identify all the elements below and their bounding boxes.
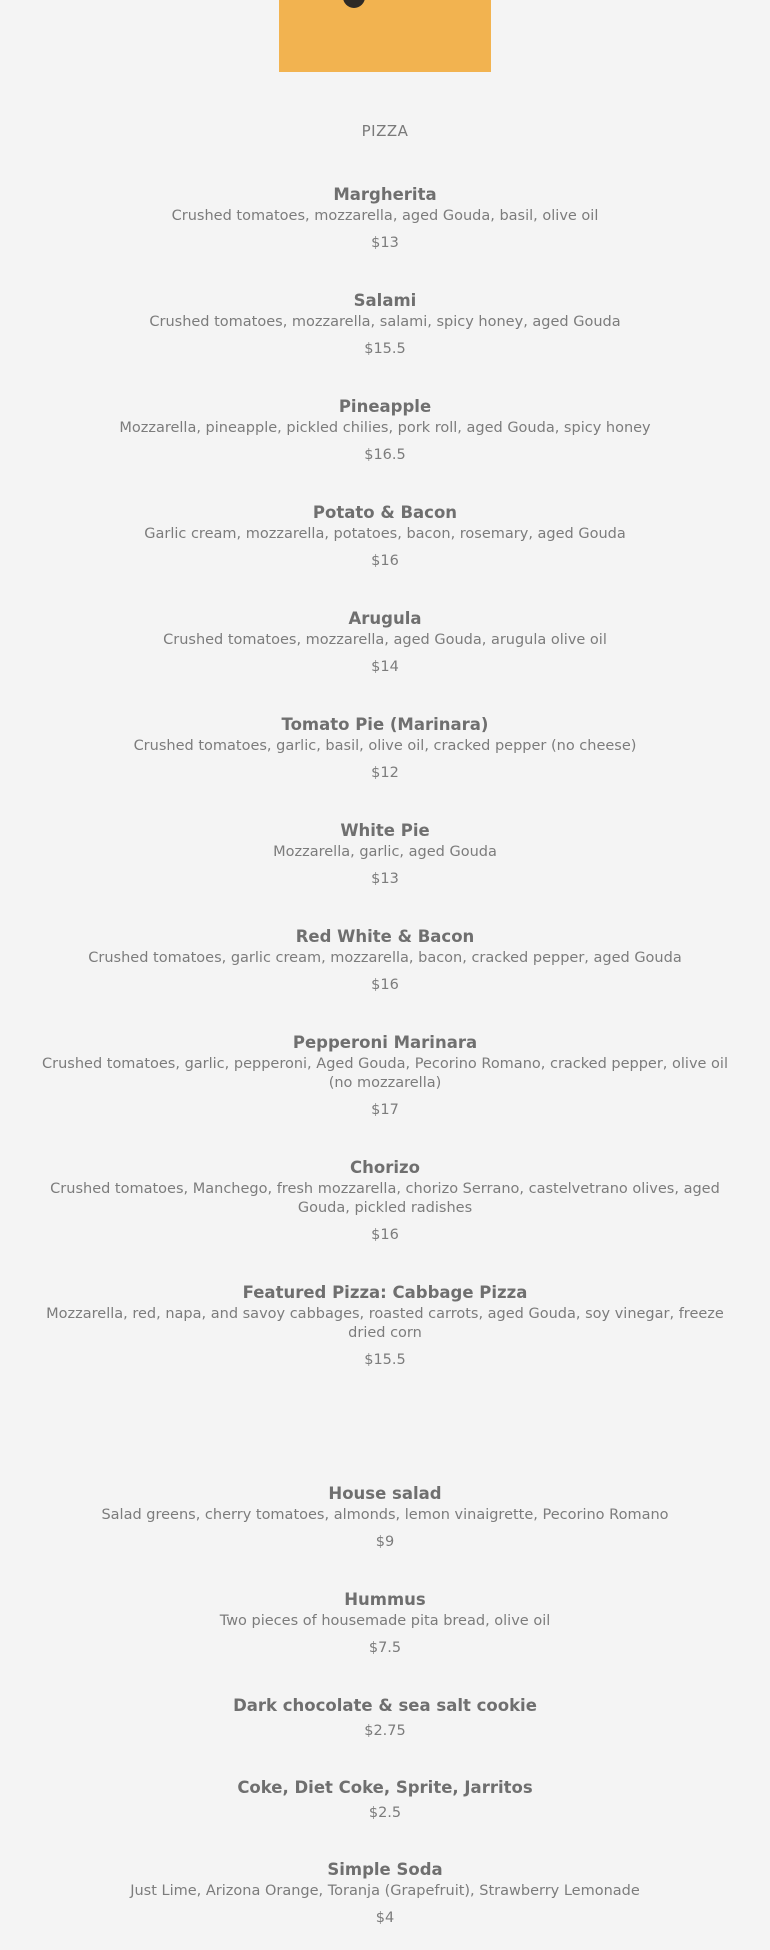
menu-item [40, 1777, 730, 1823]
menu-item [40, 1032, 730, 1120]
menu-item-name: Hummus [344, 1590, 426, 1609]
menu-item-price: $9 [375, 1534, 395, 1550]
menu-item-price: $2.75 [364, 1723, 406, 1739]
menu-item [40, 926, 730, 995]
menu-item-price: $16.5 [364, 447, 406, 463]
menu-item [40, 820, 730, 889]
menu-item-name: Simple Soda [327, 1860, 443, 1879]
section-heading-pizza: PIZZA [361, 122, 409, 140]
menu-item-price: $12 [371, 765, 399, 781]
menu-item-description: Mozzarella, pineapple, pickled chilies, pork roll, aged Gouda, spicy honey [119, 420, 651, 436]
menu-item-price: $13 [371, 235, 399, 251]
menu-item-price: $16 [371, 977, 399, 993]
menu-item [40, 396, 730, 465]
menu-item-description: Crushed tomatoes, mozzarella, aged Gouda, arugula olive oil [163, 632, 607, 648]
menu-item-name: White Pie [340, 821, 430, 840]
menu-item-price: $7.5 [368, 1640, 402, 1656]
menu-item-name: Margherita [333, 185, 437, 204]
menu-item-price: $16 [371, 1227, 399, 1243]
menu-item-name: Featured Pizza: Cabbage Pizza [242, 1283, 528, 1302]
menu-item-description: Just Lime, Arizona Orange, Toranja (Grapefruit), Strawberry Lemonade [130, 1883, 640, 1899]
menu-item-price: $17 [371, 1102, 399, 1118]
menu-item-description: Salad greens, cherry tomatoes, almonds, lemon vinaigrette, Pecorino Romano [101, 1507, 669, 1523]
logo-dot-icon [343, 0, 365, 8]
menu-item [40, 502, 730, 571]
menu-item-name: Tomato Pie (Marinara) [281, 715, 489, 734]
menu-item-name: Pepperoni Marinara [292, 1033, 478, 1052]
menu-item-description: Mozzarella, garlic, aged Gouda [273, 844, 497, 860]
menu-item [40, 608, 730, 677]
menu-item-price: $14 [371, 659, 399, 675]
menu-item-price: $13 [371, 871, 399, 887]
menu-item-description: Garlic cream, mozzarella, potatoes, bacon, rosemary, aged Gouda [144, 526, 626, 542]
menu-item [40, 1859, 730, 1928]
menu-item [40, 714, 730, 783]
menu-item-name: Red White & Bacon [295, 927, 475, 946]
menu-item-price: $2.5 [368, 1805, 402, 1821]
menu-item [40, 1589, 730, 1658]
menu-item [40, 1695, 730, 1741]
menu-item-description: Crushed tomatoes, mozzarella, aged Gouda, basil, olive oil [171, 208, 599, 224]
menu-item-price: $15.5 [364, 341, 406, 357]
menu-item-name: Arugula [348, 609, 422, 628]
menu-item-name: Dark chocolate & sea salt cookie [233, 1696, 537, 1715]
menu-item [40, 1483, 730, 1552]
menu-item-description: Crushed tomatoes, garlic, pepperoni, Aged Gouda, Pecorino Romano, cracked pepper, olive oil (no mozzarella) [42, 1056, 728, 1091]
menu-item [40, 184, 730, 253]
menu-item-description: Mozzarella, red, napa, and savoy cabbages, roasted carrots, aged Gouda, soy vinegar, freeze dried corn [46, 1306, 724, 1341]
menu-item-name: House salad [328, 1484, 442, 1503]
menu-item-price: $16 [371, 553, 399, 569]
menu-item-name: Chorizo [350, 1158, 420, 1177]
menu-item-name: Coke, Diet Coke, Sprite, Jarritos [237, 1778, 533, 1797]
menu-item-price: $15.5 [364, 1352, 406, 1368]
menu-item [40, 1157, 730, 1245]
menu-item-name: Potato & Bacon [312, 503, 458, 522]
menu-item [40, 1282, 730, 1370]
menu-item-description: Crushed tomatoes, mozzarella, salami, spicy honey, aged Gouda [149, 314, 621, 330]
menu-item-description: Two pieces of housemade pita bread, olive oil [219, 1613, 551, 1629]
restaurant-logo [279, 0, 491, 72]
menu-item [40, 290, 730, 359]
menu-item-description: Crushed tomatoes, Manchego, fresh mozzarella, chorizo Serrano, castelvetrano olives, aged Gouda, pickled radishes [50, 1181, 720, 1216]
menu-item-name: Pineapple [338, 397, 432, 416]
menu-item-price: $4 [375, 1910, 395, 1926]
menu-item-name: Salami [353, 291, 417, 310]
menu-item-description: Crushed tomatoes, garlic cream, mozzarella, bacon, cracked pepper, aged Gouda [88, 950, 682, 966]
menu-item-description: Crushed tomatoes, garlic, basil, olive oil, cracked pepper (no cheese) [133, 738, 637, 754]
